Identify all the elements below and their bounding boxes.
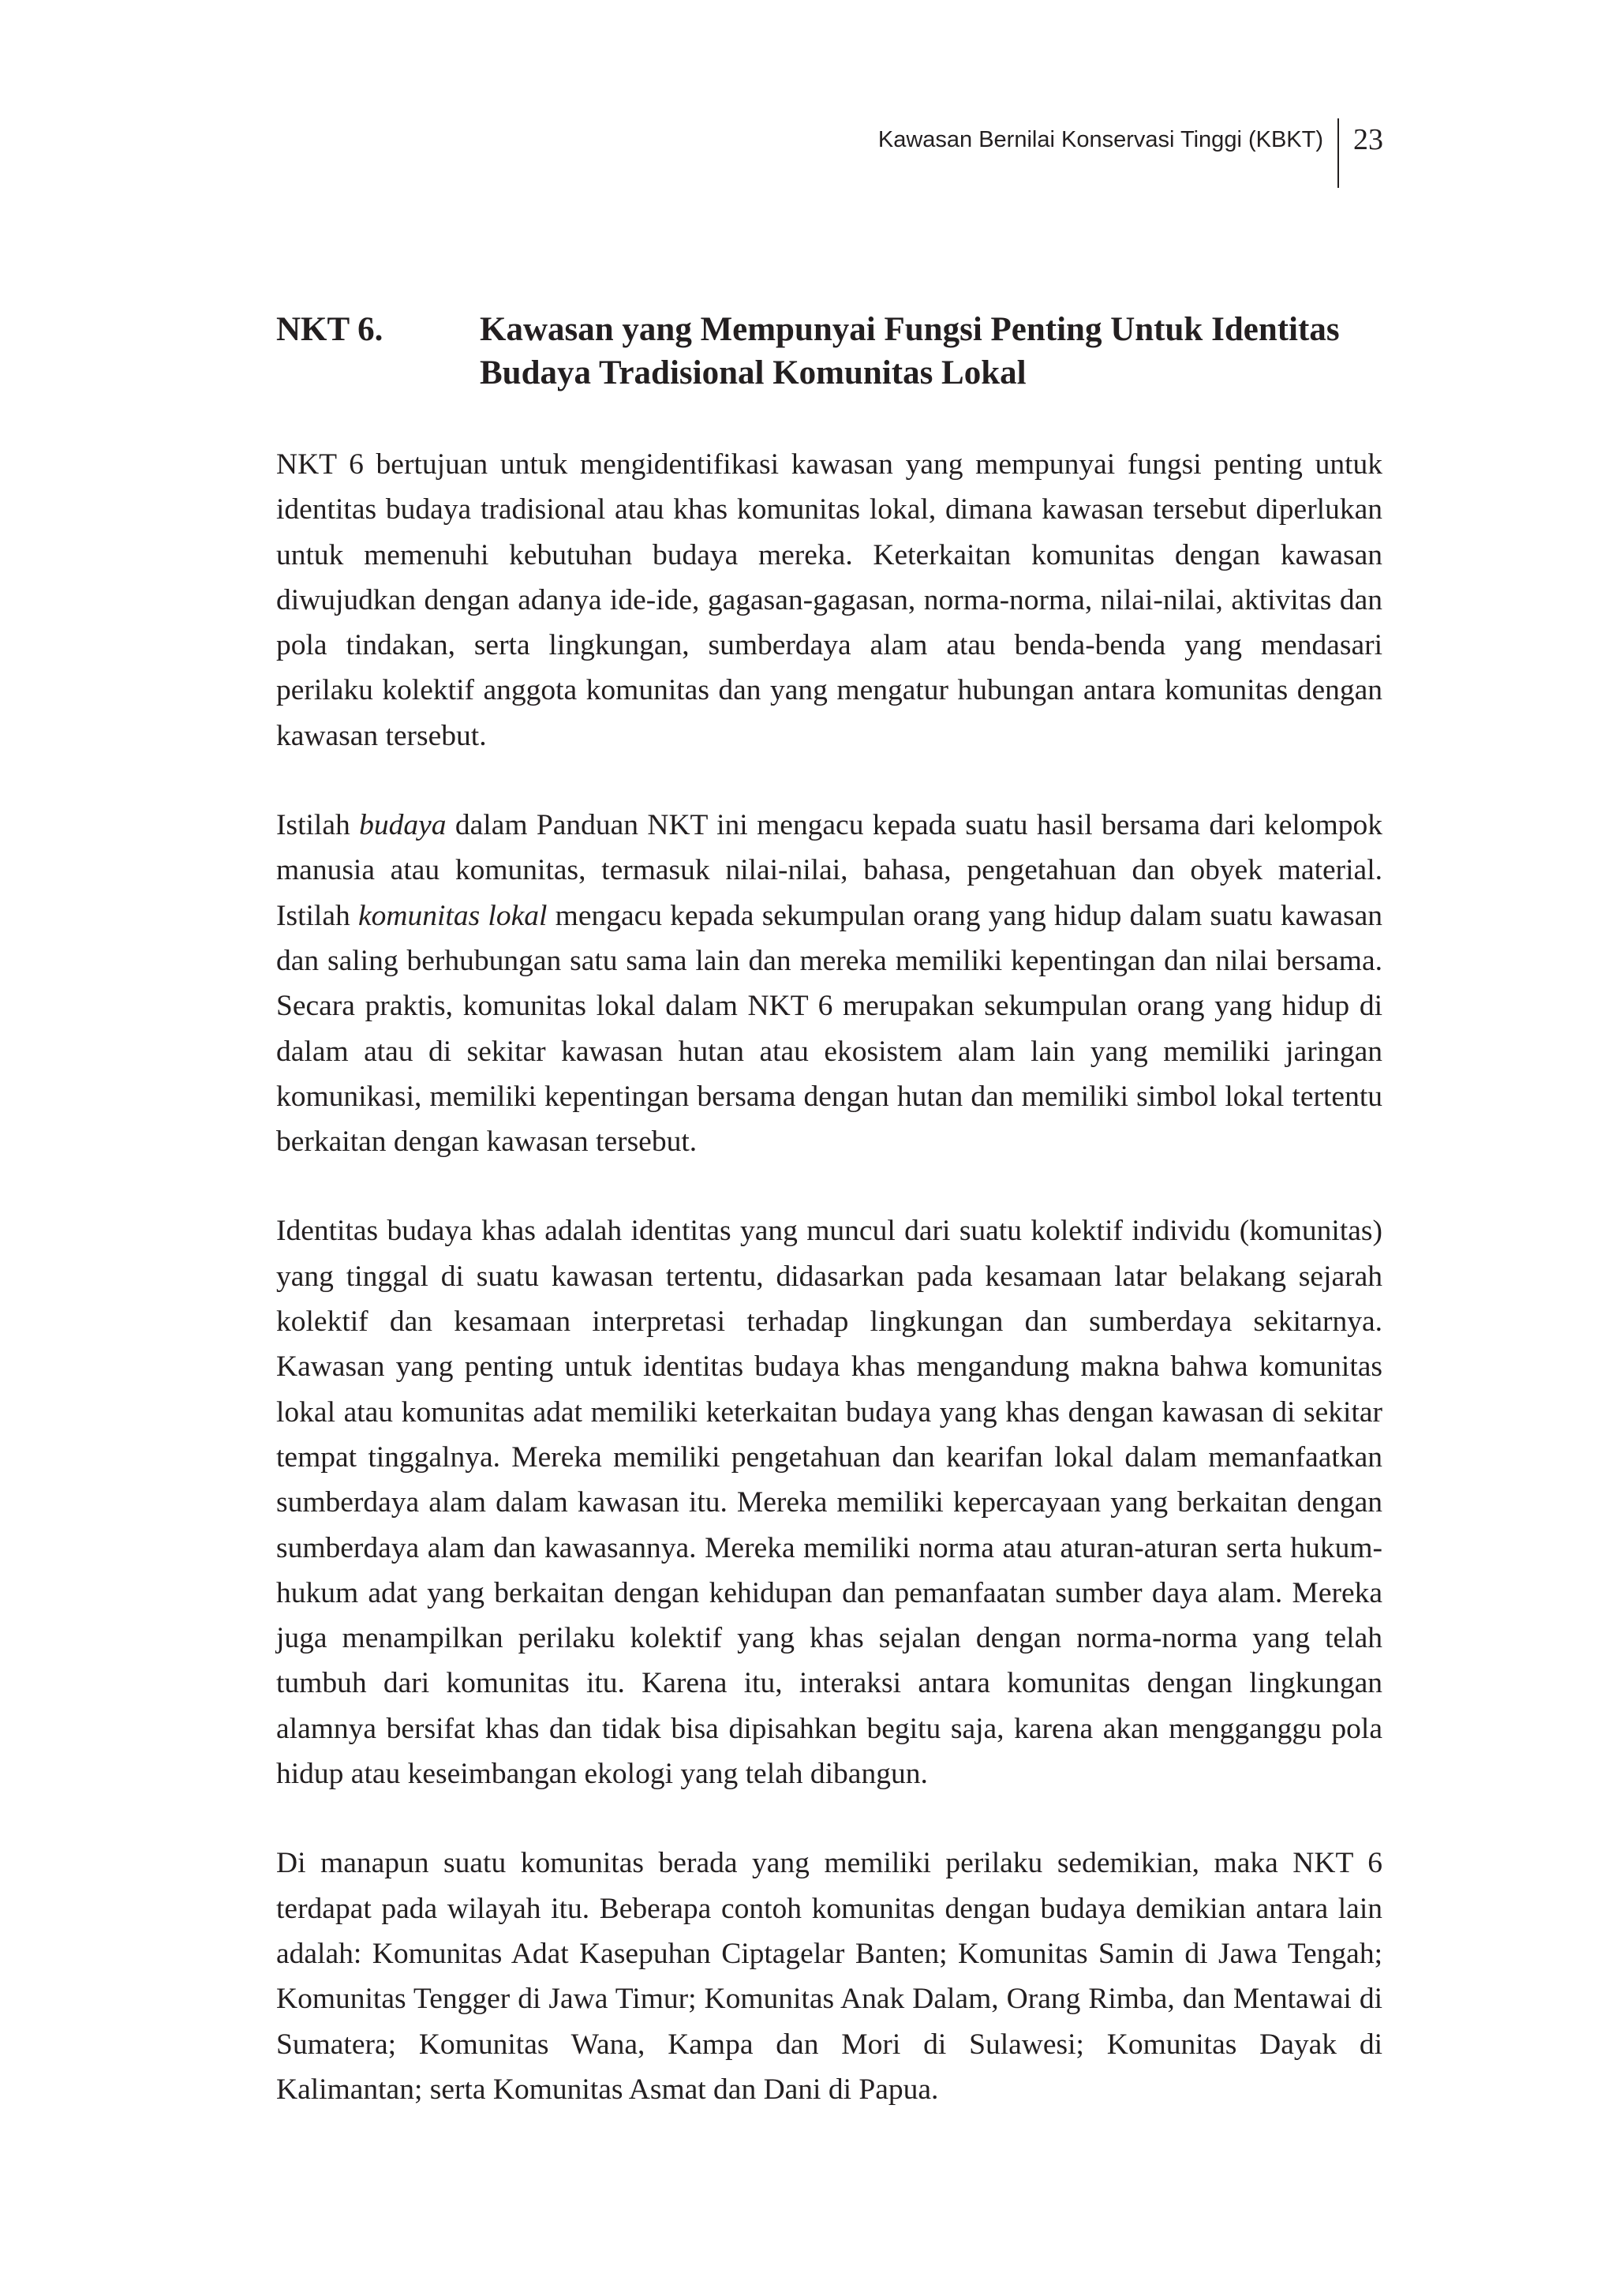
section-heading [276,308,1382,395]
paragraph-text-run: dalam Panduan NKT ini mengacu kepada suatu hasil bersama dari kelompok manusia atau komunitas, termasuk nilai-nilai, bahasa, pengetahuan dan obyek material. Istilah [276,809,1383,932]
page-body [276,308,1382,2156]
paragraph-text-run: mengacu kepada sekumpulan orang yang hidup dalam suatu kawasan dan saling berhubungan satu sama lain dan mereka memiliki kepentingan dan nilai bersama. Secara praktis, komunitas lokal dalam NKT 6 merupakan sekumpulan orang yang hidup di dalam atau di sekitar kawasan hutan atau ekosistem alam lain yang memiliki jaringan komunikasi, memiliki kepentingan bersama dengan hutan dan memiliki simbol lokal tertentu berkaitan dengan kawasan tersebut. [276,899,1383,1159]
header-divider [1337,118,1339,188]
running-header-title: Kawasan Bernilai Konservasi Tinggi (KBKT) [877,127,1323,152]
term-budaya: budaya [359,809,447,842]
term-komunitas-lokal: komunitas lokal [358,899,548,932]
page-number: 23 [1353,123,1383,156]
paragraph-cultural-identity: Identitas budaya khas adalah identitas yang muncul dari suatu kolektif individu (komunitas) yang tinggal di suatu kawasan tertentu, didasarkan pada kesamaan latar belakang sejarah kolektif dan kesamaan interpretasi terhadap lingkungan dan sumberdaya sekitarnya. Kawasan yang penting untuk identitas budaya khas mengandung makna bahwa komunitas lokal atau komunitas adat memiliki keterkaitan budaya yang khas dengan kawasan di sekitar tempat tinggalnya. Mereka memiliki pengetahuan dan kearifan lokal dalam memanfaatkan sumberdaya alam dalam kawasan itu. Mereka memiliki kepercayaan yang berkaitan dengan sumberdaya alam dan kawasannya. Mereka memiliki norma atau aturan-aturan serta hukum-hukum adat yang berkaitan dengan kehidupan dan pemanfaatan sumber daya alam. Mereka juga menampilkan perilaku kolektif yang khas sejalan dengan norma-norma yang telah tumbuh dari komunitas itu. Karena itu, interaksi antara komunitas dengan lingkungan alamnya bersifat khas dan tidak bisa dipisahkan begitu saja, karena akan mengganggu pola hidup atau keseimbangan ekologi yang telah dibangun. [276,1215,1382,1791]
section-number: NKT 6. [276,311,383,348]
running-header [878,118,1383,188]
paragraph-intro: NKT 6 bertujuan untuk mengidentifikasi kawasan yang mempunyai fungsi penting untuk identitas budaya tradisional atau khas komunitas lokal, dimana kawasan tersebut diperlukan untuk memenuhi kebutuhan budaya mereka. Keterkaitan komunitas dengan kawasan diwujudkan dengan adanya ide-ide, gagasan-gagasan, norma-norma, nilai-nilai, aktivitas dan pola tindakan, serta lingkungan, sumberdaya alam atau benda-benda yang mendasari perilaku kolektif anggota komunitas dan yang mengatur hubungan antara komunitas dengan kawasan tersebut. [276,448,1382,752]
paragraph-definitions [276,803,1382,1164]
paragraph-text-run: Istilah [276,809,360,842]
section-title: Kawasan yang Mempunyai Fungsi Penting Untuk Identitas Budaya Tradisional Komunitas Lokal [480,311,1340,391]
paragraph-examples: Di manapun suatu komunitas berada yang memiliki perilaku sedemikian, maka NKT 6 terdapat pada wilayah itu. Beberapa contoh komunitas dengan budaya demikian antara lain adalah: Komunitas Adat Kasepuhan Ciptagelar Banten; Komunitas Samin di Jawa Tengah; Komunitas Tengger di Jawa Timur; Komunitas Anak Dalam, Orang Rimba, dan Mentawai di Sumatera; Komunitas Wana, Kampa dan Mori di Sulawesi; Komunitas Dayak di Kalimantan; serta Komunitas Asmat dan Dani di Papua. [276,1847,1382,2106]
